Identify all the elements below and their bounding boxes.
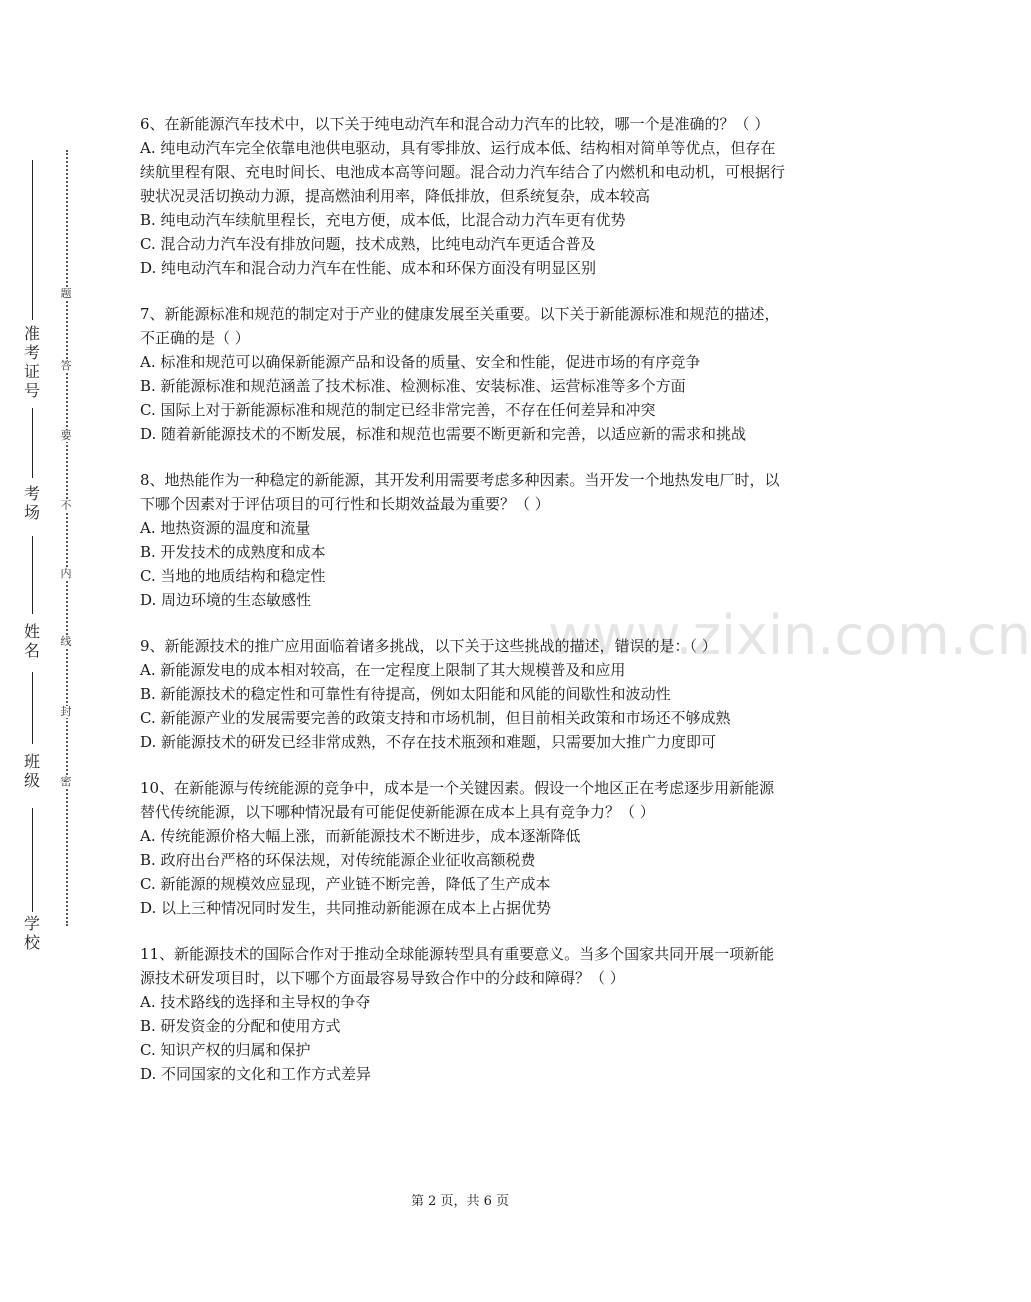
seal-char: 题	[58, 288, 74, 300]
option-c[interactable]: C. 国际上对于新能源标准和规范的制定已经非常完善，不存在任何差异和冲突	[140, 401, 656, 419]
question-stem: 8、地热能作为一种稳定的新能源，其开发利用需要考虑多种因素。当开发一个地热发电厂时，以下哪个因素对于评估项目的可行性和长期效益最为重要？（ ）	[140, 471, 780, 513]
option-c[interactable]: C. 知识产权的归属和保护	[140, 1041, 311, 1059]
watermark: www.zixin.com.cn	[548, 604, 1031, 667]
option-c[interactable]: C. 新能源的规模效应显现，产业链不断完善，降低了生产成本	[140, 875, 551, 893]
option-d[interactable]: D. 纯电动汽车和混合动力汽车在性能、成本和环保方面没有明显区别	[140, 259, 597, 277]
option-d[interactable]: D. 随着新能源技术的不断发展，标准和规范也需要不断更新和完善，以适应新的需求和挑战	[140, 425, 747, 443]
question-10	[140, 776, 785, 920]
question-stem: 7、新能源标准和规范的制定对于产业的健康发展至关重要。以下关于新能源标准和规范的描述，不正确的是（ ）	[140, 305, 780, 347]
binding-margin	[0, 0, 130, 1302]
seal-char: 密	[58, 776, 74, 788]
option-b[interactable]: B. 纯电动汽车续航里程长，充电方便，成本低，比混合动力汽车更有优势	[140, 211, 626, 229]
seal-char: 封	[58, 706, 74, 718]
seal-char: 答	[58, 360, 74, 372]
seal-char: 内	[58, 568, 74, 580]
option-b[interactable]: B. 政府出台严格的环保法规，对传统能源企业征收高额税费	[140, 851, 536, 869]
school-label: 学校	[23, 914, 40, 952]
name-line[interactable]	[32, 536, 33, 614]
question-8	[140, 468, 785, 612]
question-9	[140, 634, 785, 754]
question-11	[140, 942, 785, 1086]
question-stem: 11、新能源技术的国际合作对于推动全球能源转型具有重要意义。当多个国家共同开展一项新能源技术研发项目时，以下哪个方面最容易导致合作中的分歧和障碍？（ ）	[140, 945, 775, 987]
option-a[interactable]: A. 标准和规范可以确保新能源产品和设备的质量、安全和性能，促进市场的有序竞争	[140, 353, 701, 371]
option-b[interactable]: B. 新能源标准和规范涵盖了技术标准、检测标准、安装标准、运营标准等多个方面	[140, 377, 686, 395]
seal-char: 要	[58, 430, 74, 442]
seal-char: 线	[58, 636, 74, 648]
seal-char: 不	[58, 500, 74, 512]
school-line[interactable]	[32, 808, 33, 912]
option-b[interactable]: B. 新能源技术的稳定性和可靠性有待提高，例如太阳能和风能的间歇性和波动性	[140, 685, 671, 703]
option-d[interactable]: D. 新能源技术的研发已经非常成熟，不存在技术瓶颈和难题，只需要加大推广力度即可	[140, 733, 717, 751]
question-list	[140, 112, 785, 1108]
option-a[interactable]: A. 地热资源的温度和流量	[140, 519, 311, 537]
option-d[interactable]: D. 周边环境的生态敏感性	[140, 591, 312, 609]
option-b[interactable]: B. 开发技术的成熟度和成本	[140, 543, 326, 561]
exam-number-label: 准考证号	[23, 324, 40, 400]
option-a[interactable]: A. 技术路线的选择和主导权的争夺	[140, 993, 371, 1011]
exam-room-line[interactable]	[32, 408, 33, 478]
option-c[interactable]: C. 新能源产业的发展需要完善的政策支持和市场机制，但目前相关政策和市场还不够成熟	[140, 709, 731, 727]
option-b[interactable]: B. 研发资金的分配和使用方式	[140, 1017, 341, 1035]
class-line[interactable]	[32, 672, 33, 744]
seal-dotted-line	[66, 150, 68, 926]
option-d[interactable]: D. 不同国家的文化和工作方式差异	[140, 1065, 372, 1083]
option-a[interactable]: A. 纯电动汽车完全依靠电池供电驱动，具有零排放、运行成本低、结构相对简单等优点，但存在续航里程有限、充电时间长、电池成本高等问题。混合动力汽车结合了内燃机和电动机，可根据行驶状况灵活切换动力源，提高燃油利用率，降低排放，但系统复杂，成本较高	[140, 139, 786, 205]
page-footer: 第 2 页，共 6 页	[410, 1194, 510, 1209]
exam-room-label: 考场	[23, 484, 40, 522]
question-stem: 9、新能源技术的推广应用面临着诸多挑战，以下关于这些挑战的描述，错误的是：（ ）	[140, 637, 717, 655]
name-label: 姓名	[23, 622, 40, 660]
option-c[interactable]: C. 混合动力汽车没有排放问题，技术成熟，比纯电动汽车更适合普及	[140, 235, 596, 253]
option-a[interactable]: A. 传统能源价格大幅上涨，而新能源技术不断进步，成本逐渐降低	[140, 827, 581, 845]
option-d[interactable]: D. 以上三种情况同时发生，共同推动新能源在成本上占据优势	[140, 899, 552, 917]
option-a[interactable]: A. 新能源发电的成本相对较高，在一定程度上限制了其大规模普及和应用	[140, 661, 626, 679]
question-7	[140, 302, 785, 446]
exam-number-line[interactable]	[32, 160, 33, 320]
question-stem: 6、在新能源汽车技术中，以下关于纯电动汽车和混合动力汽车的比较，哪一个是准确的？（ ）	[140, 115, 770, 133]
option-c[interactable]: C. 当地的地质结构和稳定性	[140, 567, 326, 585]
question-stem: 10、在新能源与传统能源的竞争中，成本是一个关键因素。假设一个地区正在考虑逐步用新能源替代传统能源，以下哪种情况最有可能促使新能源在成本上具有竞争力？（ ）	[140, 779, 775, 821]
question-6	[140, 112, 785, 280]
class-label: 班级	[23, 752, 40, 790]
